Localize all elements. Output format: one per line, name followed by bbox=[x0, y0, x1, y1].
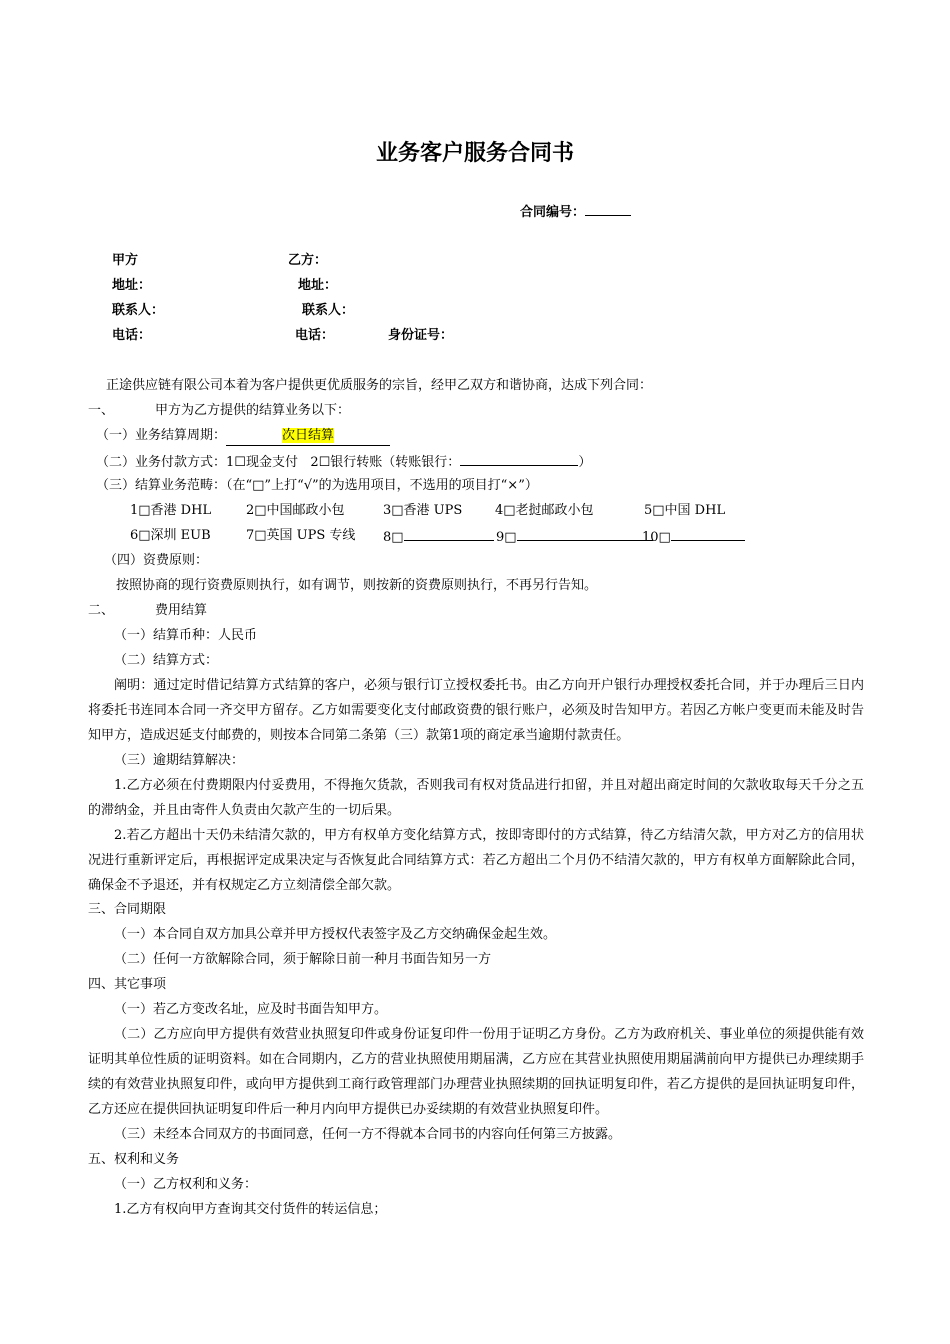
scope-item-1: 1□香港 DHL bbox=[130, 503, 212, 518]
scope-item-8 bbox=[383, 527, 494, 547]
scope-item-9 bbox=[496, 527, 653, 547]
scope-item-10-blank bbox=[671, 527, 745, 541]
settlement-currency: （一）结算币种：人民币 bbox=[114, 628, 258, 643]
party-a-address: 地址： bbox=[112, 278, 152, 293]
settlement-method: （二）结算方式： bbox=[114, 653, 219, 668]
scope-item-3: 3□香港 UPS bbox=[383, 503, 463, 518]
scope-item-2: 2□中国邮政小包 bbox=[246, 503, 345, 518]
party-a-phone: 电话： bbox=[112, 328, 152, 343]
payment-bank: 银行转账（转账银行： bbox=[330, 455, 461, 470]
party-b-address: 地址： bbox=[298, 278, 338, 293]
section-2-number: 二、 bbox=[88, 603, 115, 618]
overdue-rule-1: 1.乙方必须在付费期限内付妥费用，不得拖欠货款，否则我司有权对货品进行扣留，并且对超出商定时间的欠款收取每天千分之五的滞纳金，并且由寄件人负责由欠款产生的一切后果。 bbox=[88, 778, 864, 818]
section-3-title: 三、合同期限 bbox=[88, 902, 167, 917]
page-title: 业务客户服务合同书 bbox=[375, 141, 574, 166]
overdue-rule-2: 2.若乙方超出十天仍未结清欠款的，甲方有权单方变化结算方式，按即寄即付的方式结算，待乙方结清欠款，甲方对乙方的信用状况进行重新评定后，再根据评定成果决定与否恢复此合同结算方式：若乙方超出二个月仍不结清欠款的，甲方有权单方面解除此合同，确保金不予退还，并有权规定乙方立刻清偿全部欠款。 bbox=[88, 828, 864, 893]
payment-cash: 现金支付 bbox=[245, 455, 298, 470]
party-b-label: 乙方： bbox=[288, 253, 328, 268]
scope-item-8-blank bbox=[404, 527, 494, 541]
payment-method bbox=[96, 452, 591, 472]
scope-item-10 bbox=[642, 527, 745, 547]
intro-text: 正途供应链有限公司本着为客户提供更优质服务的宗旨，经甲乙双方和谐协商，达成下列合同： bbox=[106, 378, 653, 393]
bank-name-blank bbox=[460, 452, 578, 466]
scope-item-5: 5□中国 DHL bbox=[644, 503, 726, 518]
settlement-explanation: 阐明：通过定时借记结算方式结算的客户，必须与银行订立授权委托书。由乙方向开户银行办理授权委托合同，并于办理后三日内将委托书连同本合同一齐交甲方留存。乙方如需要变化支付邮政资费的银行账户，必须及时告知甲方。若因乙方帐户变更而未能及时告知甲方，造成迟延支付邮费的，则按本合同第二条第（三）款第1项的商定承当逾期付款责任。 bbox=[88, 678, 864, 743]
scope-item-4: 4□老挝邮政小包 bbox=[495, 503, 594, 518]
checkbox-icon: ☐ bbox=[234, 455, 246, 470]
settlement-explanation-block bbox=[88, 673, 864, 748]
section-2-title: 费用结算 bbox=[155, 603, 208, 618]
tariff-label: （四）资费原则： bbox=[104, 553, 209, 568]
overdue-rule-2-block bbox=[88, 823, 864, 898]
other-clause-2: （二）乙方应向甲方提供有效营业执照复印件或身份证复印件一份用于证明乙方身份。乙方为政府机关、事业单位的须提供能有效证明其单位性质的证明资料。如在合同期内，乙方的营业执照使用期届满，乙方应在其营业执照使用期届满前向甲方提供已办理续期手续的有效营业执照复印件，或向甲方提供到工商行政管理部门办理营业执照续期的回执证明复印件，若乙方提供的是回执证明复印件，乙方还应在提供回执证明复印件后一种月内向甲方提供已办妥续期的有效营业执照复印件。 bbox=[88, 1027, 864, 1117]
settlement-period bbox=[96, 427, 390, 446]
scope-item-8-label: 8□ bbox=[383, 530, 404, 545]
scope-item-6: 6□深圳 EUB bbox=[130, 528, 211, 543]
party-b-contact: 联系人： bbox=[302, 303, 355, 318]
scope-item-9-blank bbox=[517, 527, 653, 541]
scope-item-7: 7□英国 UPS 专线 bbox=[246, 528, 356, 543]
payment-method-label: （二）业务付款方式：1 bbox=[96, 455, 235, 470]
payment-bank-number: 2 bbox=[310, 455, 319, 470]
section-5-title: 五、权利和义务 bbox=[88, 1152, 180, 1167]
other-clause-3: （三）未经本合同双方的书面同意，任何一方不得就本合同书的内容向任何第三方披露。 bbox=[114, 1127, 622, 1142]
party-a-contact: 联系人： bbox=[112, 303, 165, 318]
term-clause-1: （一）本合同自双方加具公章并甲方授权代表签字及乙方交纳确保金起生效。 bbox=[114, 927, 557, 942]
overdue-label: （三）逾期结算解决： bbox=[114, 753, 245, 768]
tariff-text: 按照协商的现行资费原则执行，如有调节，则按新的资费原则执行，不再另行告知。 bbox=[116, 578, 598, 593]
contract-number-label: 合同编号： bbox=[520, 205, 586, 220]
payment-close-paren: ） bbox=[578, 455, 592, 470]
overdue-rule-1-block bbox=[88, 773, 864, 823]
settlement-period-field bbox=[226, 427, 390, 446]
party-b-phone: 电话： bbox=[295, 328, 335, 343]
rights-clause-1: （一）乙方权利和义务： bbox=[114, 1177, 258, 1192]
settlement-period-label: （一）业务结算周期： bbox=[96, 428, 227, 443]
party-a-label: 甲方 bbox=[112, 253, 139, 268]
section-1-number: 一、 bbox=[88, 403, 115, 418]
contract-number bbox=[520, 202, 631, 222]
rights-clause-2: 1.乙方有权向甲方查询其交付货件的转运信息； bbox=[114, 1202, 387, 1217]
section-4-title: 四、其它事项 bbox=[88, 977, 167, 992]
business-scope: （三）结算业务范畴：（在“□”上打“√”的为选用项目，不选用的项目打“×”） bbox=[96, 478, 538, 493]
checkbox-icon: ☐ bbox=[318, 455, 331, 470]
settlement-period-value: 次日结算 bbox=[282, 428, 335, 443]
section-1-title: 甲方为乙方提供的结算业务以下： bbox=[155, 403, 351, 418]
contract-number-blank bbox=[585, 202, 631, 216]
other-clause-2-block bbox=[88, 1022, 864, 1122]
scope-item-9-label: 9□ bbox=[496, 530, 517, 545]
party-b-id-number: 身份证号： bbox=[388, 328, 454, 343]
scope-item-10-label: 10□ bbox=[642, 530, 671, 545]
term-clause-2: （二）任何一方欲解除合同，须于解除日前一种月书面告知另一方 bbox=[114, 952, 492, 967]
other-clause-1: （一）若乙方变改名址，应及时书面告知甲方。 bbox=[114, 1002, 388, 1017]
